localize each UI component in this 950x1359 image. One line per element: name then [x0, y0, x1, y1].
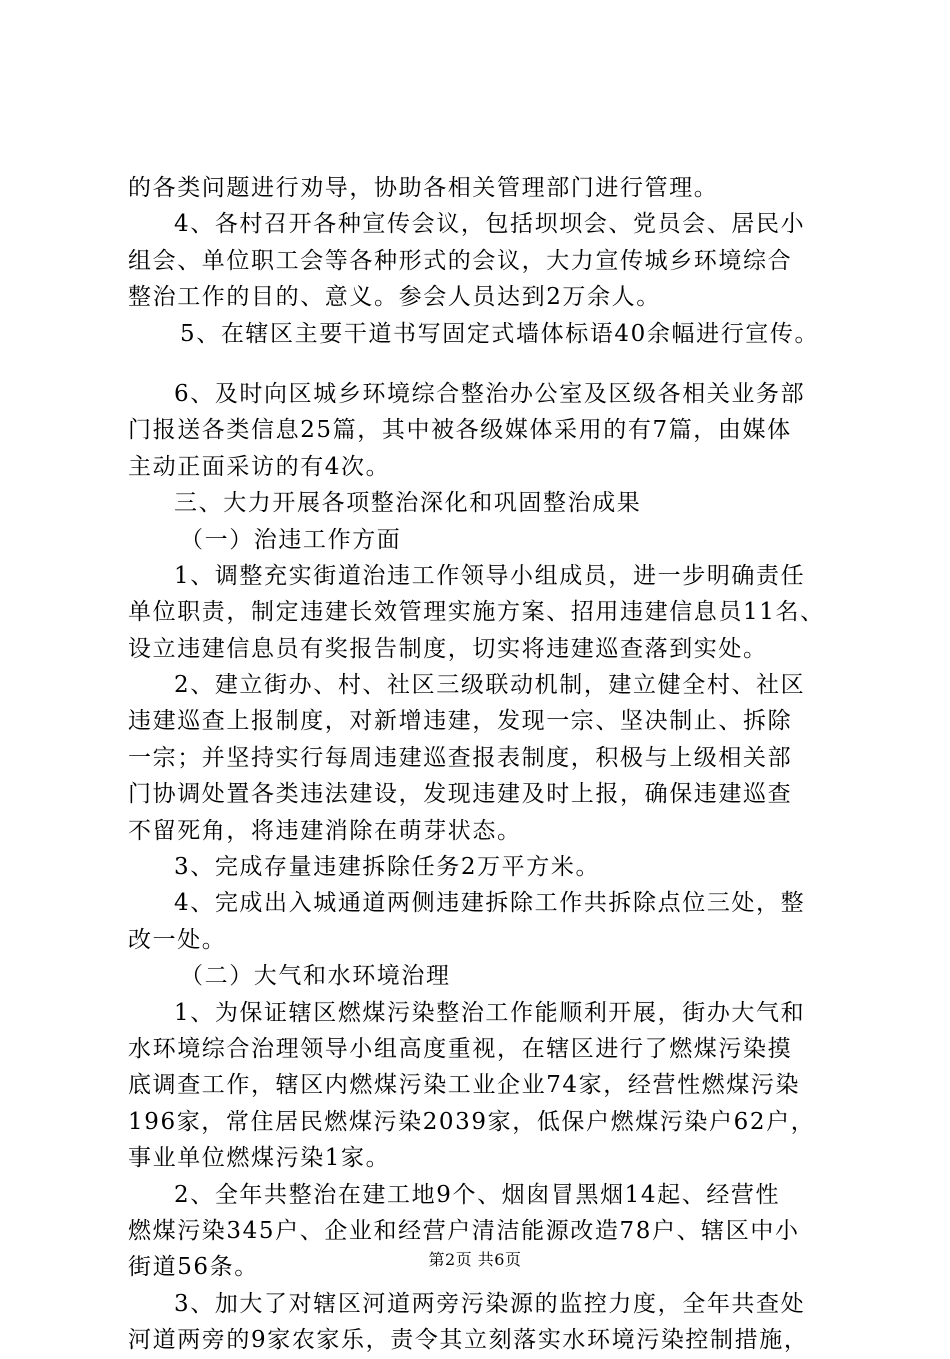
- section-heading: 三、大力开展各项整治深化和巩固整治成果: [174, 490, 642, 517]
- text-line: 门报送各类信息25篇，其中被各级媒体采用的有7篇，由媒体: [128, 417, 792, 444]
- subsection-heading: （二）大气和水环境治理: [180, 963, 451, 990]
- text-line: 6、及时向区城乡环境综合整治办公室及区级各相关业务部: [174, 380, 806, 407]
- text-line: 水环境综合治理领导小组高度重视，在辖区进行了燃煤污染摸: [128, 1035, 793, 1062]
- text-line: 5、在辖区主要干道书写固定式墙体标语40余幅进行宣传。: [180, 320, 820, 347]
- text-line: 196家，常住居民燃煤污染2039家，低保户燃煤污染户62户，: [128, 1108, 816, 1135]
- text-line: 1、为保证辖区燃煤污染整治工作能顺利开展，街办大气和: [174, 999, 806, 1026]
- text-line: 3、完成存量违建拆除任务2万平方米。: [174, 854, 601, 881]
- text-line: 单位职责，制定违建长效管理实施方案、招用违建信息员11名、: [128, 599, 825, 626]
- text-line: 2、全年共整治在建工地9个、烟囱冒黑烟14起、经营性: [174, 1181, 781, 1208]
- text-line: 燃煤污染345户、企业和经营户清洁能源改造78户、辖区中小: [128, 1217, 800, 1244]
- subsection-heading: （一）治违工作方面: [180, 526, 402, 553]
- text-line: 违建巡查上报制度，对新增违建，发现一宗、坚决制止、拆除: [128, 708, 793, 735]
- text-line: 2、建立街办、村、社区三级联动机制，建立健全村、社区: [174, 672, 806, 699]
- text-line: 主动正面采访的有4次。: [128, 453, 391, 480]
- text-line: 底调查工作，辖区内燃煤污染工业企业74家，经营性燃煤污染: [128, 1072, 801, 1099]
- document-body: [128, 170, 830, 1359]
- text-line: 门协调处置各类违法建设，发现违建及时上报，确保违建巡查: [128, 781, 793, 808]
- text-line: 河道两旁的9家农家乐，责令其立刻落实水环境污染控制措施，: [128, 1327, 809, 1354]
- text-line: 一宗；并坚持实行每周违建巡查报表制度，积极与上级相关部: [128, 744, 793, 771]
- text-line: 的各类问题进行劝导，协助各相关管理部门进行管理。: [128, 175, 719, 201]
- text-line: 整治工作的目的、意义。参会人员达到2万余人。: [128, 284, 661, 311]
- text-line: 3、加大了对辖区河道两旁污染源的监控力度，全年共查处: [174, 1290, 806, 1317]
- text-line: 4、各村召开各种宣传会议，包括坝坝会、党员会、居民小: [174, 211, 806, 238]
- text-line: 组会、单位职工会等各种形式的会议，大力宣传城乡环境综合: [128, 247, 793, 274]
- page-number-label: 第2页 共6页: [428, 1250, 522, 1269]
- text-line: 街道56条。: [128, 1254, 259, 1281]
- text-line: 事业单位燃煤污染1家。: [128, 1145, 391, 1172]
- paragraph-gap: [128, 352, 830, 376]
- text-line: 设立违建信息员有奖报告制度，切实将违建巡查落到实处。: [128, 635, 768, 662]
- text-line: 改一处。: [128, 926, 227, 953]
- page-footer: [0, 1250, 950, 1270]
- text-line: 4、完成出入城通道两侧违建拆除工作共拆除点位三处，整: [174, 890, 806, 917]
- text-line: 不留死角，将违建消除在萌芽状态。: [128, 817, 522, 844]
- text-line: 1、调整充实街道治违工作领导小组成员，进一步明确责任: [174, 562, 806, 589]
